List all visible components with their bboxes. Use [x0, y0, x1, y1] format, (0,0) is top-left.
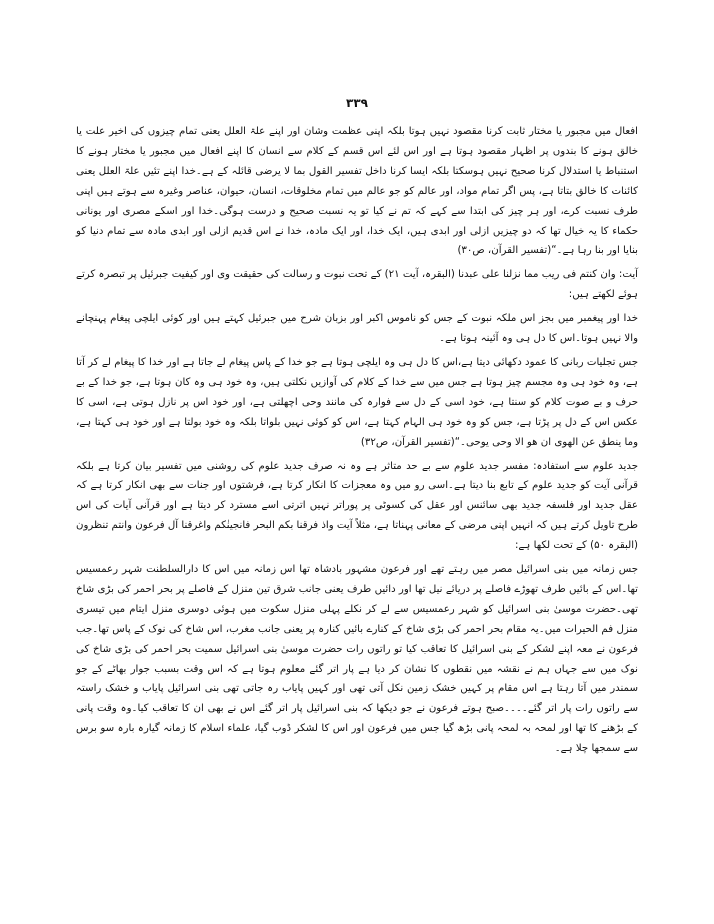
body-text — [76, 122, 638, 763]
paragraph: آیت: وان کنتم فی ریب مما نزلنا علی عبدنا (البقرہ، آیت ۲۱) کے تحت نبوت و رسالت کی حقیقت وی اور کیفیت جبرئیل پر تبصرہ کرتے ہوئے لکھتے ہیں: — [76, 269, 639, 301]
paragraph: خدا اور پیغمبر میں بجز اس ملکہ نبوت کے جس کو ناموس اکبر اور بزبان شرح میں جبرئیل کہتے ہیں اور کوئی ایلچی پیغام پہنچانے والا نہیں ہوتا۔اس کا دل ہی وہ آئینہ ہوتا ہے۔ — [76, 313, 638, 345]
paragraph: افعال میں مجبور یا مختار ثابت کرنا مقصود نہیں ہوتا بلکہ اپنی عظمت وشان اور اپنے علۃ العلل یعنی تمام چیزوں کی اخیر علت یا خالق ہونے کا بندوں پر اظہار مقصود ہوتا ہے اور اس لئے اس قسم کے کلام سے انسان کا اپنے افعال میں مجبور یا مختار ہونے کا استنباط یا استدلال کرنا صحیح نہیں ہوسکتا بلکہ ایسا کرنا داخل تفسیر القول بما لا یرضی قائلہ کے ہے۔خدا اپنے تئیں علۃ العلل یعنی کائنات کا خالق بتاتا ہے، پس اگر تمام مواد، اور عالم کو جو عالم میں تمام مخلوقات، انسان، حیوان، عناصر وغیرہ سے ہوتے ہیں اپنی طرف نسبت کرے، اور ہر چیز کی ابتدا سے کہے کہ تم نے کیا تو یہ نسبت صحیح و درست ہوگی۔خدا اور اسکے مصری اور یونانی حکماء کا یہ خیال تھا کہ دو چیزیں ازلی اور ابدی ہیں، ایک خدا، اور ایک مادہ، خدا نے اس قدیم ازلی اور ابدی مادہ سے تمام دنیا کو بنایا اور بنا رہا ہے۔“(تفسیر القرآن، ص۳۰) — [76, 126, 638, 257]
paragraph: جس زمانہ میں بنی اسرائیل مصر میں رہتے تھے اور فرعون مشہور بادشاہ تھا اس زمانہ میں اس کا دارالسلطنت شہر رعمسیس تھا۔اس کے بائیں طرف تھوڑے فاصلے پر دریائے نیل تھا اور دائیں طرف یعنی جانب شرق تین منزل کے فاصلے پر بحر احمر کی بڑی شاخ تھی۔حضرت موسیٰ بنی اسرائیل کو شہر رعمسیس سے لے کر نکلے پہلی منزل سکوت میں ہوئی دوسری منزل ایتام میں تیسری منزل فم الحیرات میں۔یہ مقام بحر احمر کی بڑی شاخ کے کنارے بائیں کنارہ پر یعنی جانب مغرب، اس شاخ کی نوک کے پاس تھا۔جب فرعون نے معہ اپنے لشکر کے بنی اسرائیل کا تعاقب کیا تو راتوں رات حضرت موسیٰ بنی اسرائیل سمیت بحر احمر کی بڑی شاخ کی نوک میں سے جہاں ہم نے نقشہ میں نقطوں کا نشان کر دیا ہے پار اتر گئے معلوم ہوتا ہے کہ اس وقت بسبب جوار بھاٹے کے جو سمندر میں آتا رہتا ہے اس مقام پر کہیں خشک زمین نکل آتی تھی اور کہیں پایاب رہ جاتی تھی بنی اسرائیل پایاب و خشک راستہ سے راتوں رات پار اتر گئے۔۔۔۔صبح ہوتے فرعون نے جو دیکھا کہ بنی اسرائیل پار اتر گئے اس نے بھی ان کا تعاقب کیا۔وہ وقت پانی کے بڑھنے کا تھا اور لمحہ بہ لمحہ پانی بڑھ گیا جس میں فرعون اور اس کا لشکر ڈوب گیا، علماء اسلام کا زمانہ گیارہ بارہ سو برس سے سمجھا چلا ہے۔ — [76, 564, 638, 755]
paragraph: جدید علوم سے استفادہ: مفسر جدید علوم سے بے حد متاثر ہے وہ نہ صرف جدید علوم کی روشنی میں تفسیر بیان کرتا ہے بلکہ قرآنی آیت کو جدید علوم کے تابع بنا دیتا ہے۔اسی رو میں وہ معجزات کا انکار کرتا ہے، فرشتوں اور جنات سے بھی انکار کرتا ہے کہ عقل جدید اور فلسفہ جدید بھی سائنس اور عقل کی کسوٹی پر پوراتر نہیں اترتی اسے مسترد کر دیتا ہے اور قرآنی آیات کی اس طرح تاویل کرتے ہیں کہ انہیں اپنی مرضی کے معانی پہناتا ہے، مثلاً آیت واذ فرقنا بکم البحر فانجینٰکم واغرقنا آل فرعون وانتم تنظرون (البقرہ ۵۰) کے تحت لکھا ہے: — [76, 460, 638, 552]
paragraph: جس تجلیات ربانی کا عمود دکھائی دیتا ہے،اس کا دل ہی وہ ایلچی ہوتا ہے جو خدا کے پاس پیغام لے جاتا ہے اور خدا کا پیغام لے کر آتا ہے، وہ خود ہی وہ مجسم چیز ہوتا ہے جس میں سے خدا کے کلام کی آوازیں نکلتی ہیں، وہ خود ہی وہ کان ہوتا ہے، جو خدا کے بے حرف و بے صوت کلام کو سنتا ہے، خود اسی کے دل سے فوارہ کی مانند وحی اچھلتی ہے، اور خود اس پر نازل ہوتی ہے، اسی کا عکس اس کے دل پر پڑتا ہے، جس کو وہ خود ہی الہام کہتا ہے، اس کو کوئی نہیں بلواتا بلکہ وہ خود بولتا ہے اور خود ہی کہتا ہے، وما ینطق عن الھوی ان ھو الا وحی یوحی۔“(تفسیر القرآن، ص۳۲) — [76, 356, 638, 448]
page-number: ۳۳۹ — [346, 96, 368, 110]
